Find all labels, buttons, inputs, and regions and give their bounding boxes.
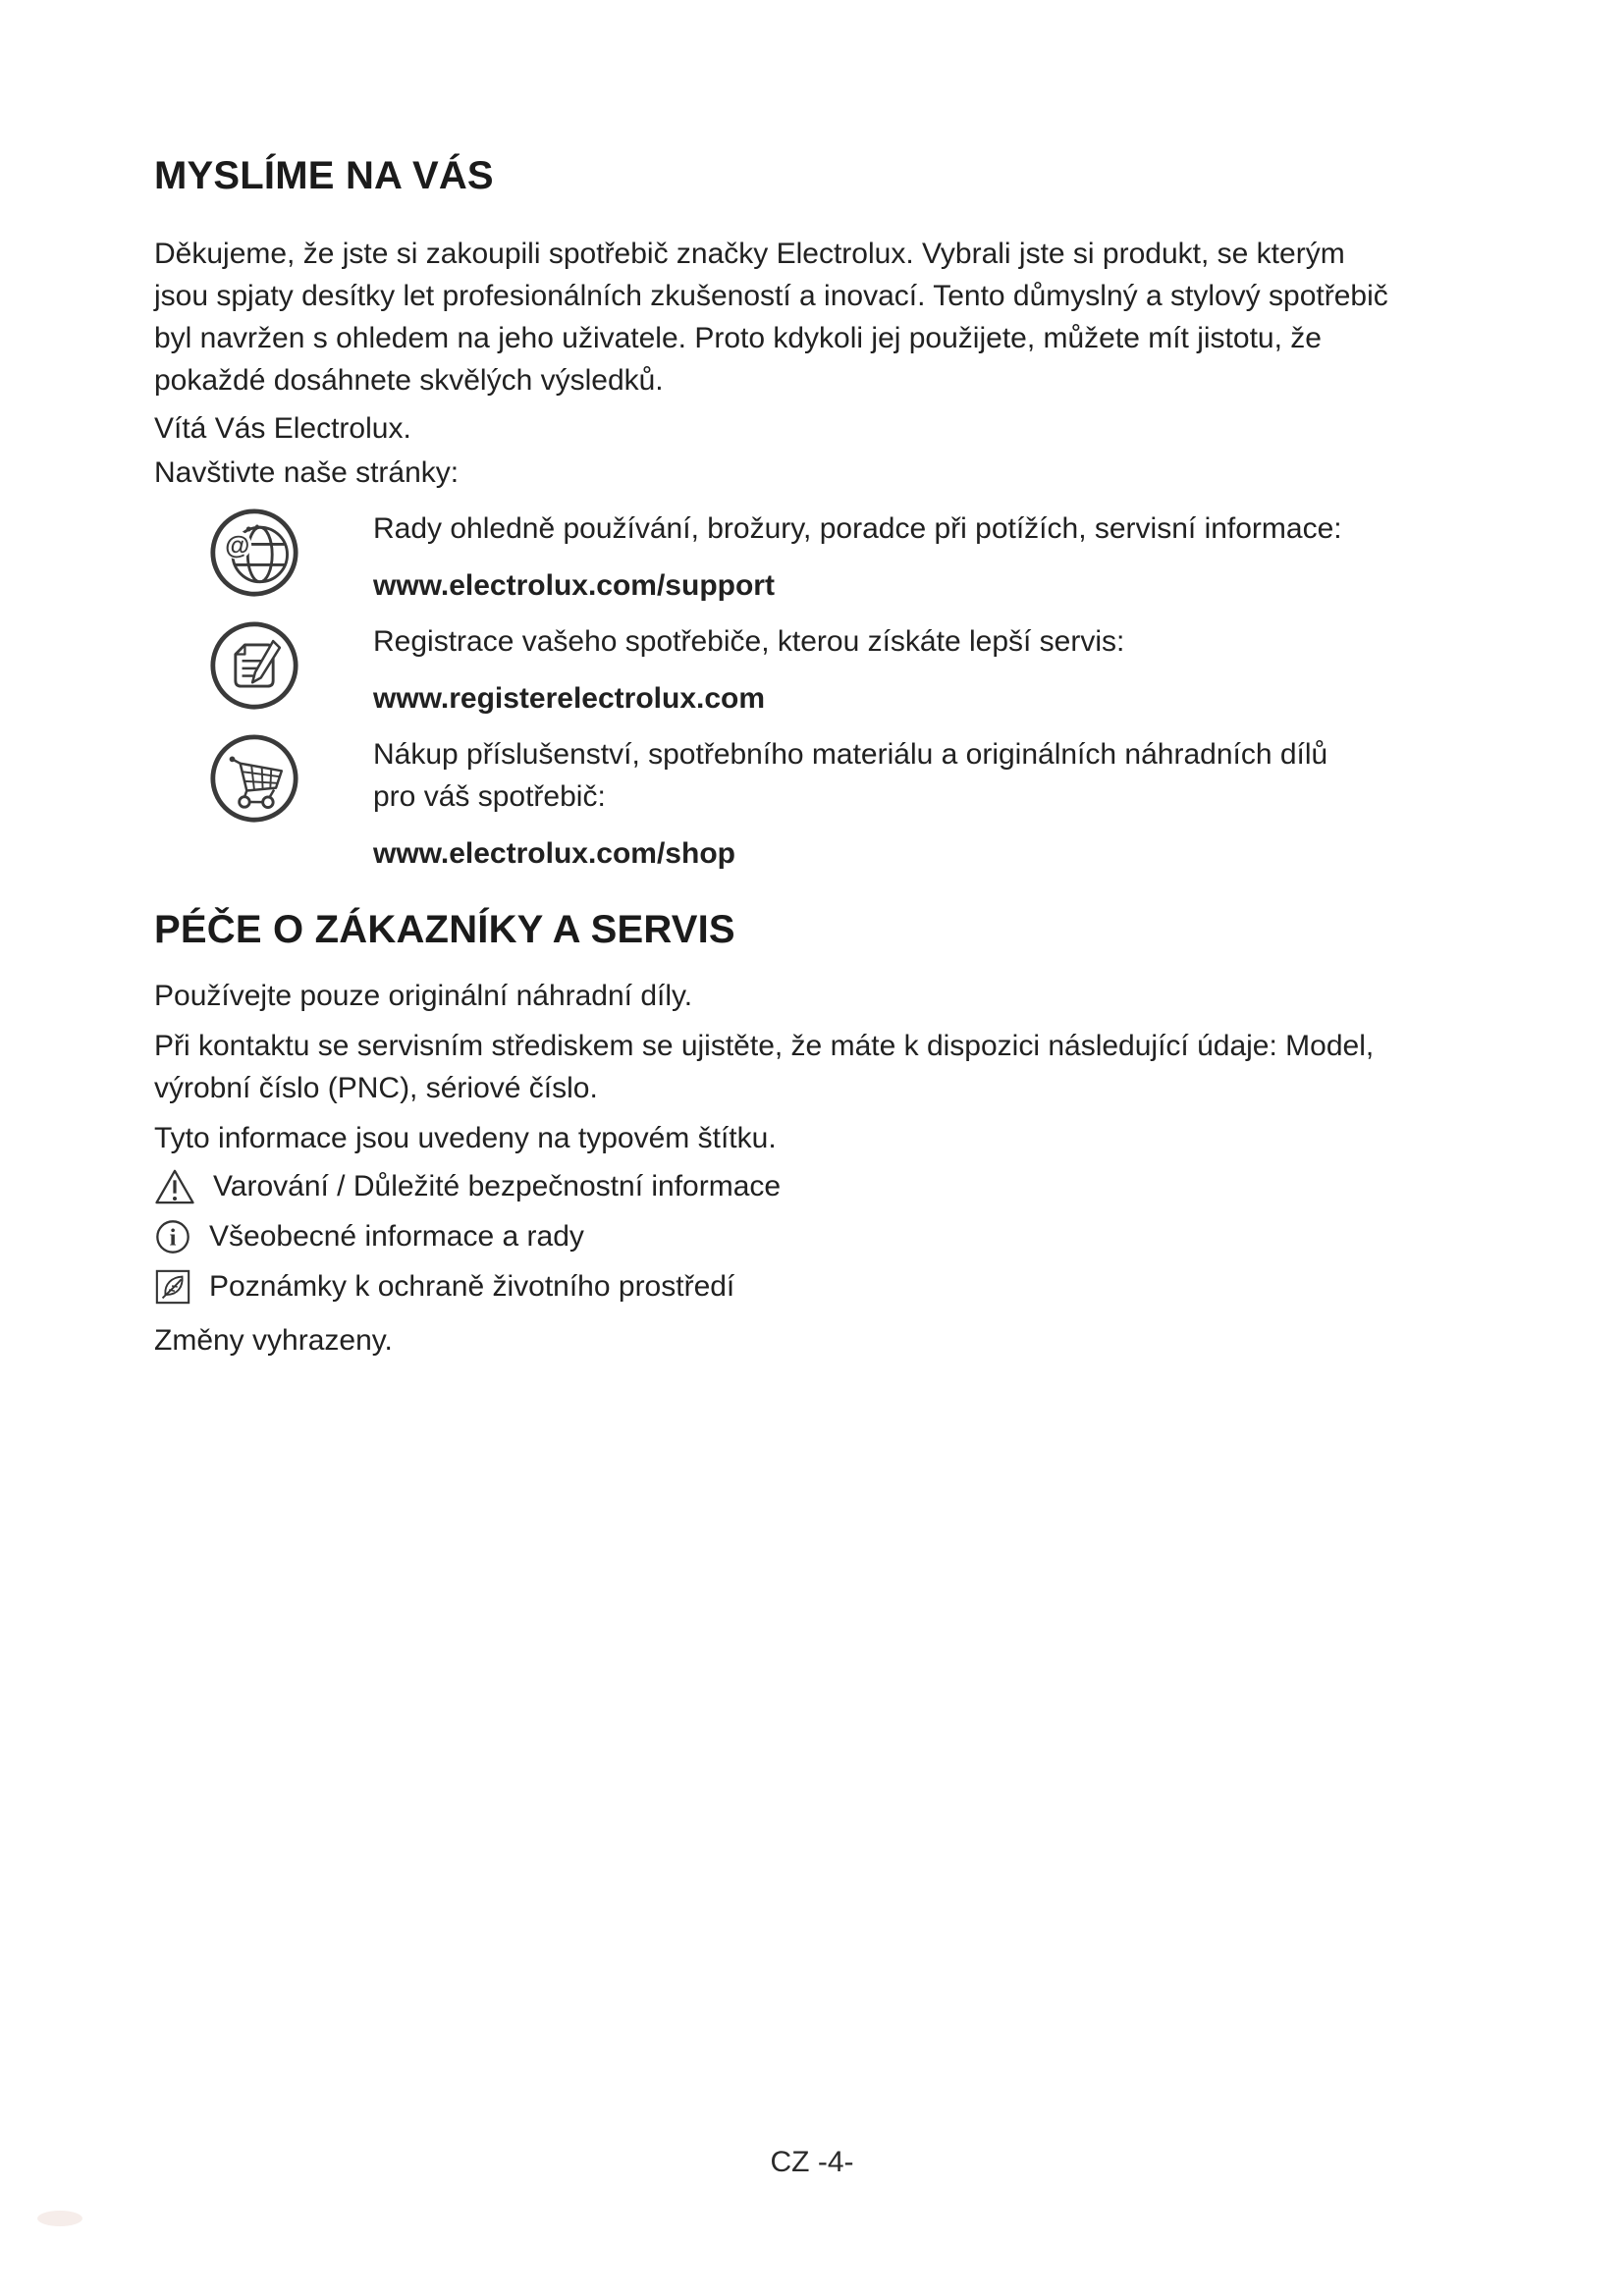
welcome-text: Vítá Vás Electrolux. bbox=[154, 412, 411, 445]
link-desc: Nákup příslušenství, spotřebního materiálu a originálních náhradních dílů bbox=[373, 738, 1328, 771]
intro-line: byl navržen s ohledem na jeho uživatele. Proto kdykoli jej použijete, můžete mít jistotu, že bbox=[154, 322, 1322, 354]
link-desc: pro váš spotřebič: bbox=[373, 780, 606, 813]
service-contact-line: Při kontaktu se servisním střediskem se ujistěte, že máte k dispozici následující údaje: Model, bbox=[154, 1030, 1375, 1062]
register-document-icon bbox=[209, 620, 299, 711]
intro-line: jsou spjaty desítky let profesionálních zkušeností a inovací. Tento důmyslný a stylový spotřebič bbox=[154, 280, 1388, 312]
warning-triangle-icon bbox=[154, 1168, 195, 1205]
register-link-row bbox=[154, 620, 1529, 720]
link-url: www.registerelectrolux.com bbox=[373, 682, 766, 715]
section-title-customer-care: PÉČE O ZÁKAZNÍKY A SERVIS bbox=[154, 908, 735, 951]
note-label: Varování / Důležité bezpečnostní informace bbox=[213, 1169, 782, 1202]
link-url: www.electrolux.com/shop bbox=[373, 837, 735, 870]
warning-note-row bbox=[154, 1165, 1529, 1207]
support-link-row bbox=[154, 507, 1529, 607]
intro-paragraph bbox=[154, 233, 1529, 401]
intro-line: Děkujeme, že jste si zakoupili spotřebič značky Electrolux. Vybrali jste si produkt, se kterým bbox=[154, 238, 1345, 270]
support-icon-cell bbox=[154, 507, 373, 598]
service-contact-paragraph bbox=[154, 1025, 1529, 1109]
svg-text:@: @ bbox=[225, 531, 250, 560]
register-icon-cell bbox=[154, 620, 373, 711]
link-desc: Rady ohledně používání, brožury, poradce při potížích, servisní informace: bbox=[373, 512, 1342, 545]
support-link-text bbox=[373, 507, 1529, 607]
scan-artifact bbox=[37, 2211, 82, 2226]
shop-link-row bbox=[154, 733, 1529, 875]
page-footer bbox=[0, 2146, 1624, 2179]
svg-text:i: i bbox=[169, 1224, 177, 1252]
spare-parts-text: Používejte pouze originální náhradní díly. bbox=[154, 980, 693, 1012]
rating-plate-text: Tyto informace jsou uvedeny na typovém štítku. bbox=[154, 1122, 777, 1154]
visit-text: Navštivte naše stránky: bbox=[154, 456, 460, 489]
shopping-cart-icon bbox=[209, 733, 299, 824]
symbol-legend bbox=[154, 1165, 1529, 1308]
link-url: www.electrolux.com/support bbox=[373, 569, 775, 602]
page-content bbox=[154, 0, 1529, 1362]
shop-link-text bbox=[373, 733, 1529, 875]
eco-leaf-icon bbox=[154, 1268, 191, 1306]
web-links-list bbox=[154, 507, 1529, 875]
info-circle-icon bbox=[154, 1218, 191, 1255]
service-contact-line: výrobní číslo (PNC), sériové číslo. bbox=[154, 1072, 598, 1104]
intro-line: pokaždé dosáhnete skvělých výsledků. bbox=[154, 364, 664, 397]
info-note-row bbox=[154, 1215, 1529, 1257]
register-link-text bbox=[373, 620, 1529, 720]
shop-icon-cell bbox=[154, 733, 373, 824]
note-label: Všeobecné informace a rady bbox=[209, 1219, 584, 1253]
section-title-we-think-of-you: MYSLÍME NA VÁS bbox=[154, 154, 494, 197]
link-desc: Registrace vašeho spotřebiče, kterou získáte lepší servis: bbox=[373, 625, 1125, 658]
note-label: Poznámky k ochraně životního prostředí bbox=[209, 1269, 735, 1303]
eco-note-row bbox=[154, 1265, 1529, 1308]
page-number: CZ -4- bbox=[770, 2146, 854, 2178]
changes-reserved-text: Změny vyhrazeny. bbox=[154, 1324, 393, 1357]
globe-at-icon bbox=[209, 507, 299, 598]
